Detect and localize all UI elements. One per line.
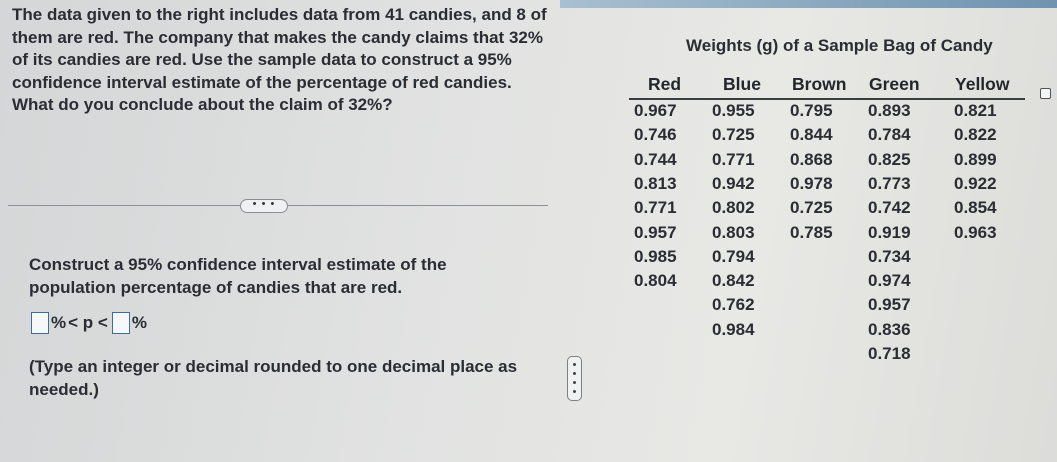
table-cell: 0.742 <box>868 198 911 218</box>
table-cell: 0.725 <box>712 125 755 145</box>
table-title: Weights (g) of a Sample Bag of Candy <box>686 36 993 55</box>
table-cell: 0.963 <box>954 222 997 242</box>
grip-dot-icon <box>573 372 576 375</box>
grip-dot-icon <box>573 363 576 366</box>
table-cell: 0.734 <box>868 246 911 266</box>
answer-row <box>29 311 147 335</box>
panel-resize-handle[interactable] <box>567 356 582 401</box>
table-cell: 0.718 <box>868 344 911 363</box>
table-cell: 0.822 <box>954 125 997 145</box>
question-text: The data given to the right includes data from 41 candies, and 8 of them are red. The company that makes the candy claims that 32% of its candies are red. Use the sample data to construct a 95% confidence interval estimate of the percentage of red candies. What do you conclude about the claim of 32%? <box>12 5 547 114</box>
expand-more-button[interactable]: • • • <box>240 199 288 213</box>
table-cell: 0.771 <box>634 198 677 218</box>
table-cell: 0.899 <box>954 149 997 169</box>
table-cell: 0.984 <box>712 319 755 339</box>
column-header-blue: Blue <box>723 74 761 94</box>
table-cell: 0.942 <box>712 173 755 193</box>
table-cell: 0.744 <box>634 149 677 169</box>
table-cell: 0.804 <box>634 271 677 291</box>
table-cell: 0.842 <box>712 271 755 291</box>
table-cell: 0.922 <box>954 173 997 193</box>
percent-sign-upper: % <box>131 313 147 332</box>
table-cell: 0.785 <box>790 222 833 242</box>
table-cell: 0.725 <box>790 198 833 218</box>
lower-bound-input[interactable] <box>31 312 49 334</box>
percent-sign-lower: % <box>51 313 67 332</box>
table-cell: 0.957 <box>634 222 677 242</box>
column-header-red: Red <box>648 74 682 94</box>
table-cell: 0.985 <box>634 246 677 266</box>
table-cell: 0.762 <box>712 295 755 315</box>
instruction-text: Construct a 95% confidence interval estimate of the population percentage of candies that are red. <box>29 255 447 297</box>
table-cell: 0.955 <box>712 101 755 120</box>
grip-dot-icon <box>573 381 576 384</box>
table-cell: 0.795 <box>790 101 833 120</box>
table-cell: 0.893 <box>868 101 911 120</box>
grip-dot-icon <box>573 390 576 393</box>
table-cell: 0.957 <box>868 295 911 315</box>
column-header-green: Green <box>869 74 920 94</box>
upper-bound-input[interactable] <box>112 312 130 334</box>
table-cell: 0.784 <box>868 125 911 145</box>
table-cell: 0.794 <box>712 246 755 266</box>
table-cell: 0.868 <box>790 149 833 169</box>
table-cell: 0.746 <box>634 125 677 145</box>
table-cell: 0.773 <box>868 173 911 193</box>
header-rule <box>629 98 1025 100</box>
table-cell: 0.825 <box>868 149 911 169</box>
column-header-brown: Brown <box>792 74 847 94</box>
table-cell: 0.967 <box>634 101 677 120</box>
table-cell: 0.919 <box>868 222 911 242</box>
table-cell: 0.978 <box>790 173 833 193</box>
copy-icon[interactable] <box>1040 88 1051 99</box>
inequality-text: < p < <box>68 313 108 332</box>
table-cell: 0.821 <box>954 101 997 120</box>
window-top-bar <box>560 0 1057 8</box>
table-cell: 0.813 <box>634 173 677 193</box>
table-cell: 0.771 <box>712 149 755 169</box>
table-cell: 0.854 <box>954 198 997 218</box>
rounding-hint: (Type an integer or decimal rounded to one decimal place as needed.) <box>29 357 518 399</box>
table-cell: 0.802 <box>712 198 755 218</box>
table-cell: 0.836 <box>868 319 911 339</box>
column-header-yellow: Yellow <box>955 74 1010 94</box>
table-cell: 0.844 <box>790 125 833 145</box>
table-cell: 0.974 <box>868 271 911 291</box>
table-cell: 0.803 <box>712 222 755 242</box>
